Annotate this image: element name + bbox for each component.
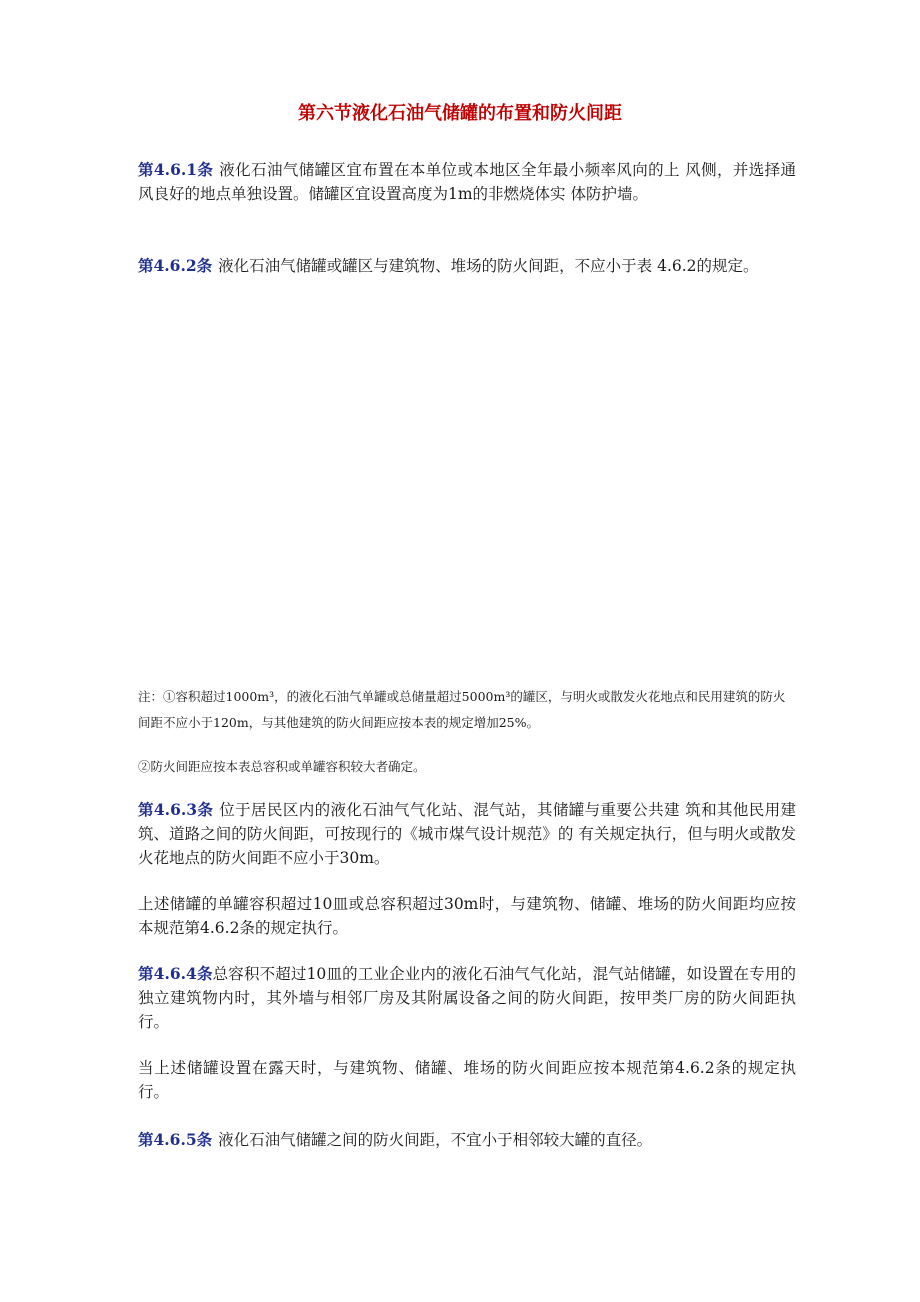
table-note-1: 注：①容积超过1000m³，的液化石油气单罐或总储量超过5000m³的罐区，与明火或散发火花地点和民用建筑的防火间距不应小于120m，与其他建筑的防火间距应按本表的规定增加25%。 [138,689,786,730]
article-number: 第4.6.1条 [138,160,214,179]
article-4-6-3-continuation [138,892,796,940]
article-text: 液化石油气储罐之间的防火间距，不宜小于相邻较大罐的直径。 [218,1131,653,1149]
article-text: 液化石油气储罐区宜布置在本单位或本地区全年最小频率风向的上 风侧，并选择通风良好的地点单独设置。储罐区宜设置高度为1m的非燃烧体实 体防护墙。 [138,161,796,203]
article-4-6-3 [138,798,796,870]
page-title: 第六节液化石油气储罐的布置和防火间距 [298,103,622,124]
article-number: 第4.6.5条 [138,1130,213,1149]
article-4-6-4-continuation [138,1056,796,1104]
paragraph-text: 上述储罐的单罐容积超过10皿或总容积超过30m时，与建筑物、储罐、堆场的防火间距均应按本规范第4.6.2条的规定执行。 [138,895,796,937]
article-4-6-4 [138,962,796,1034]
table-4-6-2-placeholder [138,320,796,670]
article-4-6-1 [138,158,796,206]
article-4-6-5 [138,1128,796,1152]
article-number: 第4.6.4条 [138,964,213,983]
article-number: 第4.6.2条 [138,256,213,275]
article-4-6-2 [138,254,796,278]
article-text: 位于居民区内的液化石油气气化站、混气站，其储罐与重要公共建 筑和其他民用建筑、道路之间的防火间距，可按现行的《城市煤气设计规范》的 有关规定执行，但与明火或散发火花地点的防火间距不应小于30m。 [138,801,796,867]
paragraph-text: 当上述储罐设置在露天时，与建筑物、储罐、堆场的防火间距应按本规范第4.6.2条的规定执行。 [138,1059,796,1101]
article-text: 液化石油气储罐或罐区与建筑物、堆场的防火间距，不应小于表 4.6.2的规定。 [218,257,759,275]
table-note-2: ②防火间距应按本表总容积或单罐容积较大者确定。 [138,759,426,774]
article-text: 总容积不超过10皿的工业企业内的液化石油气气化站，混气站储罐，如设置在专用的独立建筑物内时，其外墙与相邻厂房及其附属设备之间的防火间距，按甲类厂房的防火间距执行。 [138,965,796,1031]
article-number: 第4.6.3条 [138,800,214,819]
